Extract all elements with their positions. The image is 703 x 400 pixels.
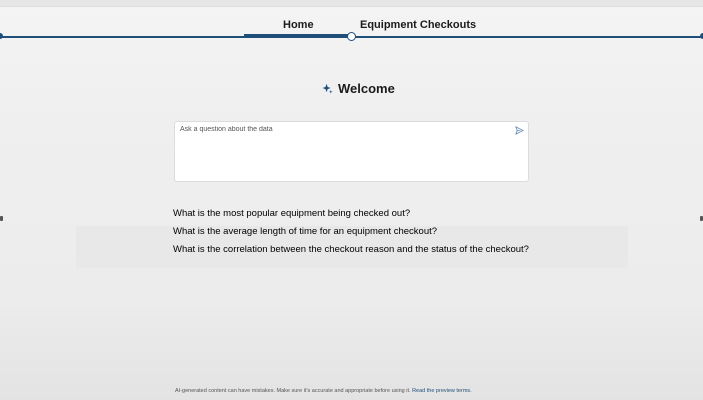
ai-disclaimer (175, 388, 472, 394)
send-icon[interactable] (515, 126, 524, 135)
nav-node (347, 32, 356, 41)
ask-question-input[interactable] (180, 126, 510, 176)
window-top-strip (0, 0, 703, 7)
nav-line-left-end (0, 33, 3, 39)
disclaimer-text: AI-generated content can have mistakes. Make sure it's accurate and appropriate before using it. (175, 388, 411, 394)
ask-question-box[interactable] (174, 121, 529, 182)
sparkle-icon (322, 83, 333, 94)
preview-terms-link[interactable]: Read the preview terms. (412, 388, 472, 394)
tab-equipment-checkouts[interactable]: Equipment Checkouts (360, 19, 477, 31)
welcome-title: Welcome (338, 81, 395, 96)
tab-home[interactable]: Home (283, 19, 314, 31)
welcome-header (322, 81, 395, 96)
suggestion-reason-status-correlation[interactable]: What is the correlation between the checkout reason and the status of the checkout? (173, 244, 529, 255)
suggestion-popular-equipment[interactable]: What is the most popular equipment being checked out? (173, 208, 411, 219)
active-tab-indicator (244, 34, 349, 38)
left-edge-handle (0, 216, 3, 221)
suggestion-average-checkout-time[interactable]: What is the average length of time for an equipment checkout? (173, 226, 438, 237)
